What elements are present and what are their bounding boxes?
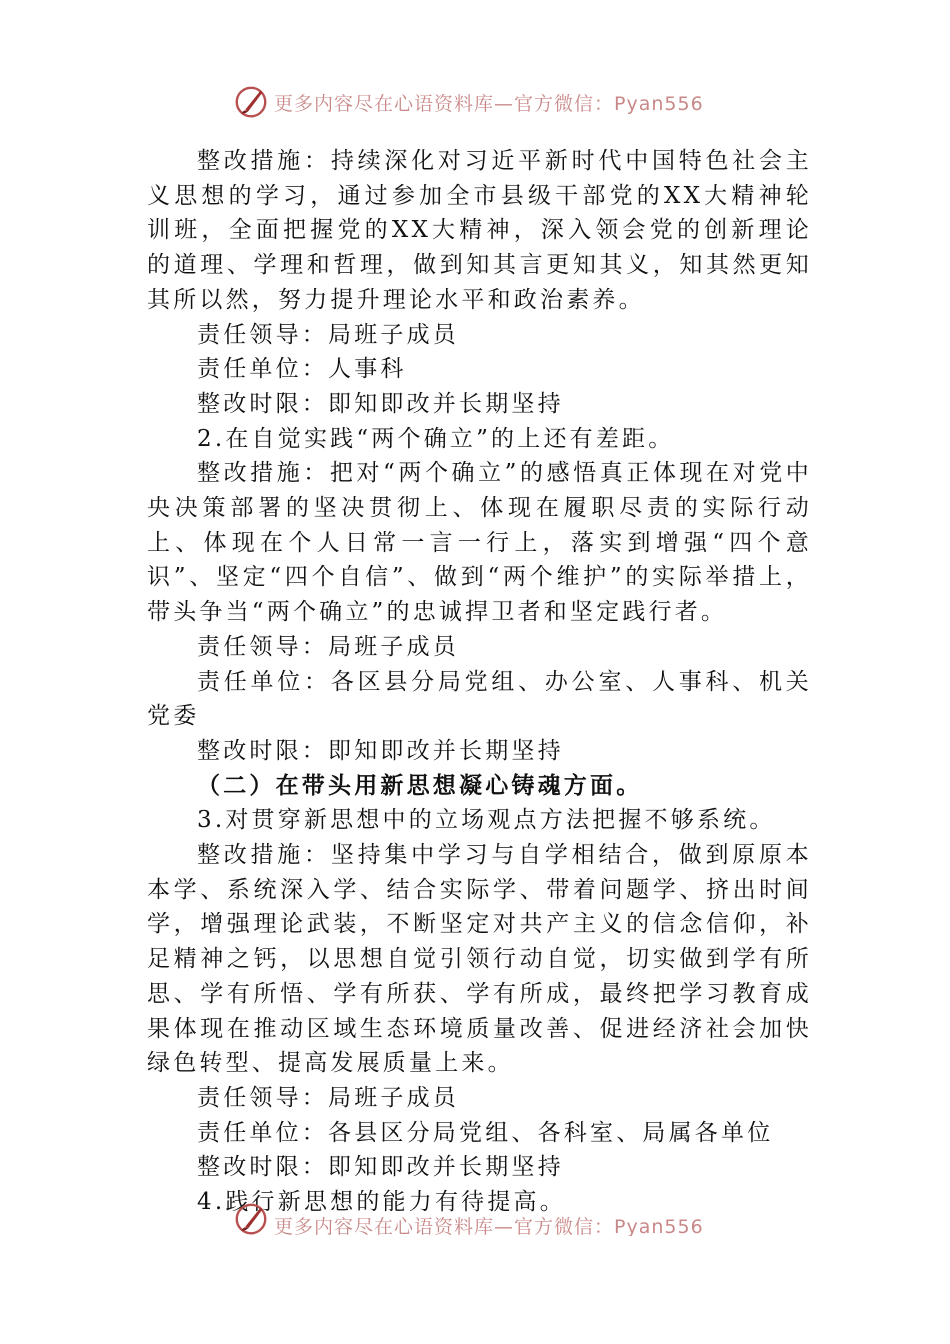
paragraph: 责任单位：人事科 [197, 356, 407, 383]
paragraph: 整改措施：持续深化对习近平新时代中国特色社会主义思想的学习，通过参加全市县级干部党的XX大精神轮训班，全面把握党的XX大精神，深入领会党的创新理论的道理、学理和哲理，做到知其言更知其义，知其然更知其所以然，努力提升理论水平和政治素养。 [147, 148, 812, 313]
header-watermark [232, 82, 704, 122]
watermark-text: 更多内容尽在心语资料库—官方微信：Pyan556 [274, 92, 704, 115]
paragraph: 责任领导：局班子成员 [197, 321, 459, 348]
brush-logo-icon [232, 83, 270, 121]
section-heading: （二）在带头用新思想凝心铸魂方面。 [197, 771, 643, 799]
paragraph: 整改措施：把对“两个确立”的感悟真正体现在对党中央决策部署的坚决贯彻上、体现在履职尽责的实际行动上、体现在个人日常一言一行上，落实到增强“四个意识”、坚定“四个自信”、做到“两个维护”的实际举措上，带头争当“两个确立”的忠诚捍卫者和坚定践行者。 [147, 460, 812, 626]
watermark-text: 更多内容尽在心语资料库—官方微信：Pyan556 [274, 1215, 704, 1236]
footer-watermark [232, 1202, 704, 1236]
paragraph: 责任领导：局班子成员 [197, 633, 459, 660]
document-body [147, 144, 812, 1220]
paragraph: 责任单位：各县区分局党组、各科室、局属各单位 [197, 1119, 774, 1146]
paragraph: 整改时限：即知即改并长期坚持 [197, 390, 564, 417]
paragraph: 整改时限：即知即改并长期坚持 [197, 1154, 564, 1181]
item-heading: 3.对贯穿新思想中的立场观点方法把握不够系统。 [197, 807, 776, 834]
paragraph: 整改措施：坚持集中学习与自学相结合，做到原原本本学、系统深入学、结合实际学、带着问题学、挤出时间学，增强理论武装，不断坚定对共产主义的信念信仰，补足精神之钙，以思想自觉引领行动自觉，切实做到学有所思、学有所悟、学有所获、学有所成，最终把学习教育成果体现在推动区域生态环境质量改善、促进经济社会加快绿色转型、提高发展质量上来。 [147, 842, 812, 1077]
paragraph: 整改时限：即知即改并长期坚持 [197, 737, 564, 764]
paragraph: 责任单位：各区县分局党组、办公室、人事科、机关党委 [147, 668, 812, 730]
item-heading: 4.践行新思想的能力有待提高。 [197, 1189, 566, 1216]
paragraph: 责任领导：局班子成员 [197, 1084, 459, 1111]
item-heading: 2.在自觉实践“两个确立”的上还有差距。 [197, 425, 675, 452]
brush-logo-icon [232, 1202, 270, 1236]
